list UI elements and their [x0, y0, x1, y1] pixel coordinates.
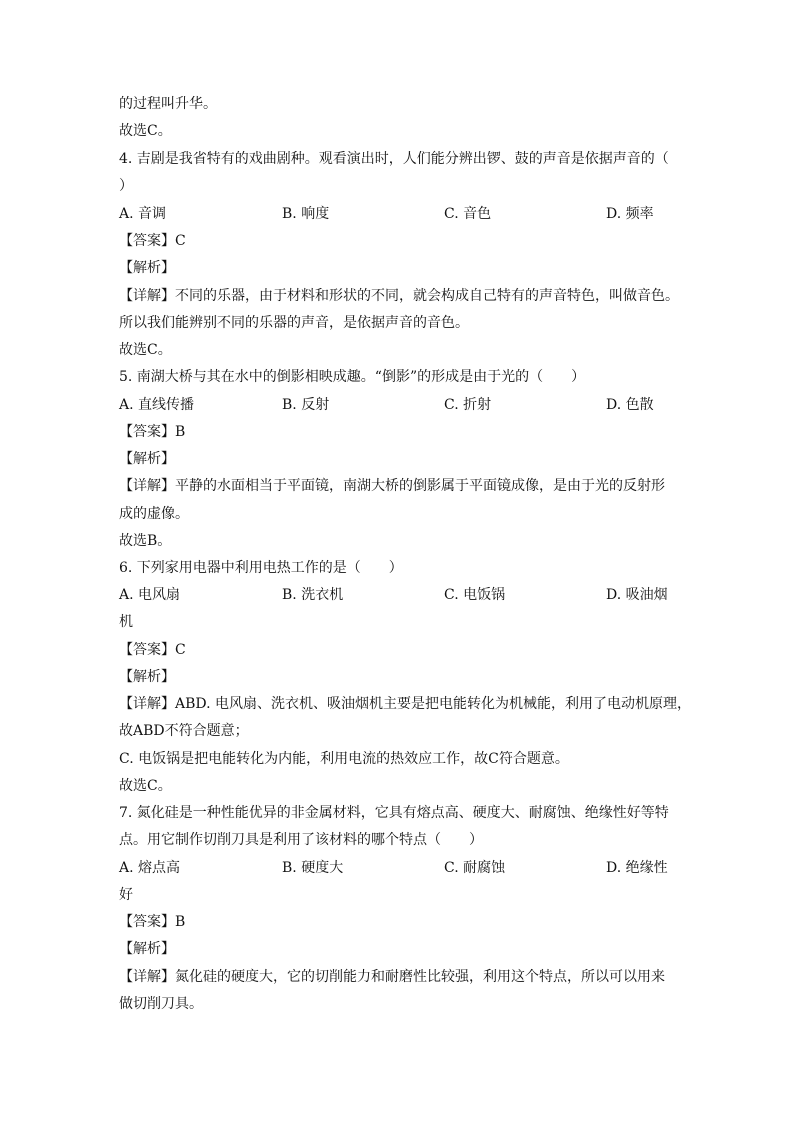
q7-answer: 【答案】B	[119, 914, 186, 930]
q6-option-d: D. 吸油烟	[606, 587, 668, 603]
q4-option-b: B. 响度	[282, 206, 330, 222]
question-7-stem-cont: 点。用它制作切削刀具是利用了该材料的哪个特点（ ）	[119, 832, 483, 848]
q4-analysis-heading: 【解析】	[119, 260, 175, 276]
q7-option-d: D. 绝缘性	[606, 860, 668, 876]
question-4-stem: 4. 吉剧是我省特有的戏曲剧种。观看演出时，人们能分辨出锣、鼓的声音是依据声音的（	[119, 151, 669, 167]
q4-option-a: A. 音调	[119, 206, 167, 222]
q5-option-c: C. 折射	[444, 397, 492, 413]
question-4-stem-cont: ）	[119, 178, 133, 194]
q6-option-b: B. 洗衣机	[282, 587, 344, 603]
q6-explanation-line-1: 【详解】ABD. 电风扇、洗衣机、吸油烟机主要是把电能转化为机械能，利用了电动机原理，	[119, 696, 692, 712]
q4-conclusion: 故选C。	[119, 342, 172, 358]
q5-conclusion: 故选B。	[119, 533, 172, 549]
q5-answer: 【答案】B	[119, 424, 186, 440]
q4-explanation-line-2: 所以我们能辨别不同的乐器的声音，是依据声音的音色。	[119, 315, 469, 331]
q6-option-c: C. 电饭锅	[444, 587, 506, 603]
q5-option-d: D. 色散	[606, 397, 654, 413]
q7-explanation-line-2: 做切削刀具。	[119, 996, 203, 1012]
question-7-stem: 7. 氮化硅是一种性能优异的非金属材料，它具有熔点高、硬度大、耐腐蚀、绝缘性好等特	[119, 805, 669, 821]
q4-explanation-line-1: 【详解】不同的乐器，由于材料和形状的不同，就会构成自己特有的声音特色，叫做音色。	[119, 288, 679, 304]
q5-option-a: A. 直线传播	[119, 397, 195, 413]
q5-option-b: B. 反射	[282, 397, 330, 413]
text-line: 的过程叫升华。	[119, 96, 217, 112]
q6-conclusion: 故选C。	[119, 778, 172, 794]
answer-choice-line: 故选C。	[119, 123, 172, 139]
q6-explanation-line-2: 故ABD不符合题意；	[119, 723, 249, 739]
q5-explanation-line-2: 成的虚像。	[119, 506, 189, 522]
q7-analysis-heading: 【解析】	[119, 941, 175, 957]
q5-explanation-line-1: 【详解】平静的水面相当于平面镜，南湖大桥的倒影属于平面镜成像，是由于光的反射形	[119, 478, 665, 494]
q7-explanation-line-1: 【详解】氮化硅的硬度大，它的切削能力和耐磨性比较强，利用这个特点，所以可以用来	[119, 969, 665, 985]
q6-explanation-line-3: C. 电饭锅是把电能转化为内能，利用电流的热效应工作，故C符合题意。	[119, 751, 569, 767]
q6-answer: 【答案】C	[119, 642, 186, 658]
q5-analysis-heading: 【解析】	[119, 451, 175, 467]
q6-option-d-wrap: 机	[119, 614, 133, 630]
q7-option-a: A. 熔点高	[119, 860, 181, 876]
question-6-stem: 6. 下列家用电器中利用电热工作的是（ ）	[119, 560, 403, 576]
q4-option-c: C. 音色	[444, 206, 492, 222]
q7-option-b: B. 硬度大	[282, 860, 344, 876]
q4-option-d: D. 频率	[606, 206, 654, 222]
q7-option-c: C. 耐腐蚀	[444, 860, 506, 876]
q7-option-d-wrap: 好	[119, 887, 133, 903]
q4-answer: 【答案】C	[119, 233, 186, 249]
question-5-stem: 5. 南湖大桥与其在水中的倒影相映成趣。“倒影”的形成是由于光的（ ）	[119, 369, 586, 385]
q6-analysis-heading: 【解析】	[119, 669, 175, 685]
q6-option-a: A. 电风扇	[119, 587, 181, 603]
